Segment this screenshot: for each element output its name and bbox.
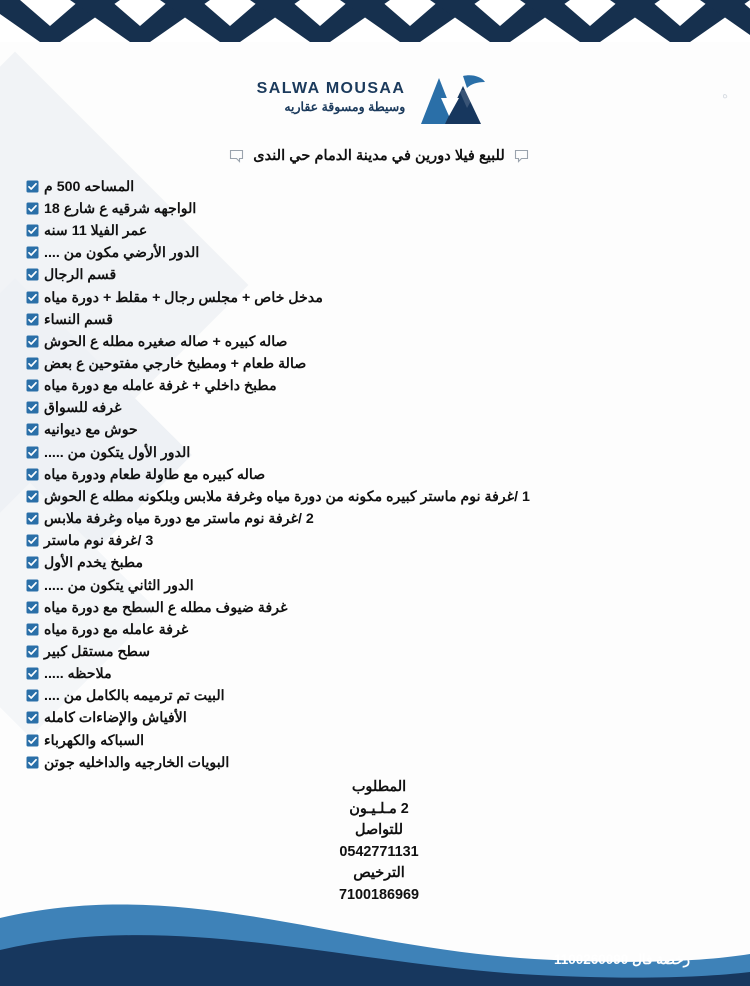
list-item [26,199,732,219]
list-item-label: 1 /غرفة نوم ماستر كبيره مكونه من دورة مياه وغرفة ملابس وبلكونه مطله ع الحوش [44,488,530,505]
list-item [26,288,732,308]
list-item [26,398,732,418]
list-item-label: قسم النساء [44,311,114,328]
price-value: 2 مـلـيـون [349,800,409,817]
brand-name: SALWA MOUSAA [256,79,406,97]
list-item-label: قسم الرجال [44,267,117,284]
checkbox-icon [26,291,39,304]
list-item-label: غرفة عامله مع دورة مياه [44,621,189,638]
top-chevron-band [0,0,750,42]
corner-watermark: ه [722,89,728,101]
contact-label: للتواصل [354,822,404,839]
checkbox-icon [26,601,39,614]
brand-subtitle: وسيطة ومسوقة عقاريه [284,100,406,114]
checkbox-icon [26,268,39,281]
list-item-label: مدخل خاص + مجلس رجال + مقلط + دورة مياه [44,289,323,306]
list-item [26,531,732,551]
brand-header [0,68,750,126]
list-item-label: الدور الأول يتكون من ..... [44,444,191,461]
checkbox-icon [26,623,39,636]
list-item [26,243,732,263]
bubble-icon-left [229,148,244,163]
license-footer-text: رخصة فال 1100260090 [553,952,690,967]
list-item-label: الأفياش والإضاءات كامله [44,710,187,727]
list-item [26,753,732,773]
list-item [26,332,732,352]
phone-number[interactable]: 0542771131 [339,843,419,860]
list-item [26,487,732,507]
list-item-label: 3 /غرفة نوم ماستر [44,533,154,550]
list-item-label: مطبخ يخدم الأول [44,555,144,572]
list-item-label: 2 /غرفة نوم ماستر مع دورة مياه وغرفة ملابس [44,511,314,528]
license-label: الترخيص [353,865,405,882]
list-item-label: البيت تم ترميمه بالكامل من .... [44,688,225,705]
license-number: 7100186969 [338,886,420,903]
bottom-wave-band [0,866,750,986]
list-item [26,443,732,463]
list-item [26,664,732,684]
required-label: المطلوب [351,778,407,795]
list-item-label: سطح مستقل كبير [44,644,151,660]
checkbox-icon [26,379,39,392]
checkbox-icon [26,689,39,702]
list-item [26,420,732,440]
checkbox-icon [26,579,39,592]
list-item-label: صاله كبيره مع طاولة طعام ودورة مياه [44,466,266,483]
checkbox-icon [26,468,39,481]
list-item-label: البويات الخارجيه والداخليه جوتن [44,754,230,771]
checkbox-icon [26,711,39,724]
list-item [26,731,732,751]
list-item-label: الواجهه شرقيه ع شارع 18 [44,200,197,217]
checkbox-icon [26,512,39,525]
list-item [26,265,732,285]
list-item-label: عمر الفيلا 11 سنه [44,223,148,240]
checkbox-icon [26,756,39,769]
list-item [26,354,732,374]
checkbox-icon [26,667,39,680]
list-item [26,686,732,706]
list-item [26,509,732,529]
list-item-label: غرفه للسواق [44,400,122,417]
list-item [26,221,732,241]
listing-title: للبيع فيلا دورين في مدينة الدمام حي الندى [253,148,505,164]
list-item-label: ملاحظه ..... [44,666,112,683]
checkbox-icon [26,556,39,569]
checkbox-icon [26,645,39,658]
list-item [26,553,732,573]
list-item-label: الدور الثاني يتكون من ..... [44,577,194,594]
list-item [26,177,732,197]
list-item-label: الدور الأرضي مكون من .... [44,245,200,262]
checkbox-icon [26,180,39,193]
checkbox-icon [26,202,39,215]
list-item [26,376,732,396]
list-item [26,708,732,728]
listing-content [26,146,732,907]
list-item-label: المساحه 500 م [44,178,135,195]
checkbox-icon [26,357,39,370]
list-item [26,642,732,662]
list-item-label: صالة طعام + ومطبخ خارجي مفتوحين ع بعض [44,355,307,372]
list-item-label: مطبخ داخلي + غرفة عامله مع دورة مياه [44,378,277,395]
checkbox-icon [26,224,39,237]
brand-text-block [257,80,406,115]
list-item-label: غرفة ضيوف مطله ع السطح مع دورة مياه [44,599,288,616]
list-item [26,620,732,640]
checkbox-icon [26,246,39,259]
list-item-label: صاله كبيره + صاله صغيره مطله ع الحوش [44,333,288,350]
listing-title-row [26,146,732,167]
checkbox-icon [26,534,39,547]
list-item [26,576,732,596]
checkbox-icon [26,423,39,436]
checkbox-icon [26,446,39,459]
checkbox-icon [26,734,39,747]
checkbox-icon [26,401,39,414]
mountain-logo-icon [419,68,493,126]
list-item [26,598,732,618]
list-item-label: حوش مع ديوانيه [44,422,138,439]
checkbox-icon [26,335,39,348]
checkbox-icon [26,313,39,326]
list-item [26,465,732,485]
list-item-label: السباكه والكهرباء [44,732,145,749]
bubble-icon-right [514,148,529,163]
list-item [26,310,732,330]
checkbox-icon [26,490,39,503]
